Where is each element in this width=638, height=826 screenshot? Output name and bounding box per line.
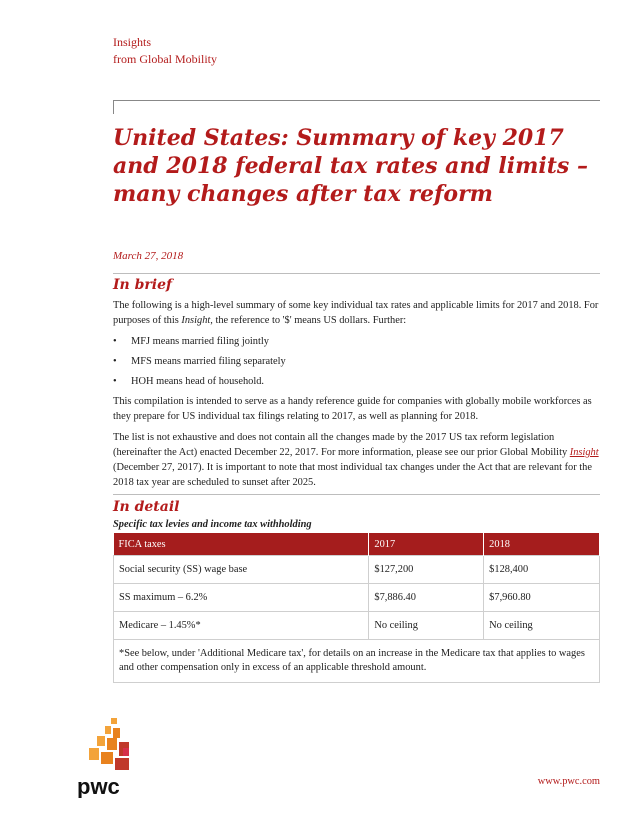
table-subheading: Specific tax levies and income tax withholding <box>113 519 312 530</box>
in-brief-intro <box>113 298 600 328</box>
in-brief-heading: In brief <box>113 277 173 293</box>
bullet-dot-icon: • <box>113 376 117 387</box>
bullet-dot-icon: • <box>113 336 117 347</box>
header-line-insights: Insights <box>113 35 152 49</box>
intro-insight-word: Insight <box>181 315 211 326</box>
title-frame-top <box>113 100 600 101</box>
column-header-2017: 2017 <box>369 533 484 556</box>
divider-in-brief <box>113 273 600 274</box>
bullet-item <box>113 356 286 367</box>
header-line-global-mobility: from Global Mobility <box>113 52 217 66</box>
in-brief-paragraph-3 <box>113 430 600 490</box>
table-row <box>114 584 600 612</box>
bullet-item <box>113 336 269 347</box>
table-row <box>114 556 600 584</box>
in-brief-paragraph-2: This compilation is intended to serve as a handy reference guide for companies with globally mobile workforces as they prepare for US individual tax filings relating to 2017, as well as planning for 2018. <box>113 396 592 422</box>
para3-text-1: The list is not exhaustive and does not contain all the changes made by the 2017 US tax reform legislation (hereinafter the Act) enacted December 22, 2017. For more information, please see our prior Global Mobility <box>113 432 570 458</box>
para3-text-2: (December 27, 2017). It is important to note that most individual tax changes under the Act that are relevant for the 2018 tax year are scheduled to sunset after 2025. <box>113 462 592 488</box>
table-cell: $7,886.40 <box>369 584 484 612</box>
table-cell: SS maximum – 6.2% <box>114 584 369 612</box>
table-cell: Social security (SS) wage base <box>114 556 369 584</box>
in-detail-heading: In detail <box>113 499 180 515</box>
bullet-text: MFJ means married filing jointly <box>131 336 269 347</box>
title-frame-left <box>113 100 114 114</box>
bullet-text: HOH means head of household. <box>131 376 265 387</box>
table-cell: $128,400 <box>484 556 600 584</box>
publication-date: March 27, 2018 <box>113 250 184 262</box>
document-title: United States: Summary of key 2017 and 2018 federal tax rates and limits – many changes after tax reform <box>113 125 588 207</box>
table-footnote: *See below, under 'Additional Medicare tax', for details on an increase in the Medicare tax that applies to wages and other compensation only in excess of an applicable threshold amount. <box>114 640 600 683</box>
fica-taxes-table <box>113 533 600 683</box>
table-note-row <box>114 640 600 683</box>
pwc-website-link[interactable]: www.pwc.com <box>537 776 600 787</box>
table-row <box>114 612 600 640</box>
table-cell: Medicare – 1.45%* <box>114 612 369 640</box>
bullet-item <box>113 376 264 387</box>
bullet-dot-icon: • <box>113 356 117 367</box>
column-header-2018: 2018 <box>484 533 600 556</box>
table-cell: No ceiling <box>484 612 600 640</box>
pwc-logo <box>75 718 135 798</box>
bullet-text: MFS means married filing separately <box>131 356 286 367</box>
table-cell: No ceiling <box>369 612 484 640</box>
table-cell: $7,960.80 <box>484 584 600 612</box>
pwc-logo-mark-icon <box>89 718 129 770</box>
table-cell: $127,200 <box>369 556 484 584</box>
insight-link[interactable]: Insight <box>569 447 599 458</box>
intro-text-2: , the reference to '$' means US dollars. Further: <box>210 315 407 326</box>
publication-header <box>113 34 217 68</box>
intro-text-1: The following is a high-level summary of some key individual tax rates and applicable limits for 2017 and 2018. For purposes of this <box>113 300 599 326</box>
table-header-row <box>114 533 600 556</box>
column-header-fica: FICA taxes <box>114 533 369 556</box>
divider-in-detail <box>113 494 600 495</box>
logo-wordmark: pwc <box>77 774 120 798</box>
